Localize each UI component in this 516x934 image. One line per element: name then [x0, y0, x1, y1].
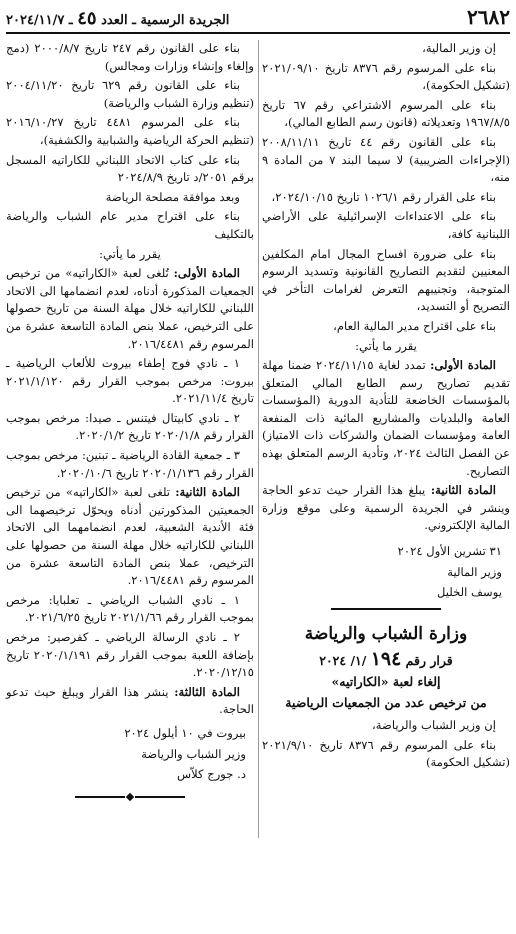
page-header: [6, 6, 510, 34]
article-2-text: تلغى لعبة «الكاراتيه» من ترخيص الجمعيتين المذكورتين أدناه ويحوّل ترخيصهما الى فئة الأندية الشعبية، لعدم انضمامهما الى الاتحاد اللبناني للكاراتيه خلال مهلة السنة من حصولها على الترخيص، عملا بنص المادة التاسعة عشرة من المرسوم رقم ٢٠١٦/٤٤٨١.: [6, 485, 254, 588]
article-3: [6, 684, 254, 719]
article-3-label: المادة الثالثة:: [174, 684, 240, 699]
preamble-line: بناء على المرسوم رقم ٨٣٧٦ تاريخ ٢٠٢١/٩/١٠ (تشكيل الحكومة): [262, 737, 510, 770]
signature-title: وزير المالية: [447, 564, 502, 579]
preamble-line: بناء على القانون رقم ٦٢٩ تاريخ ٢٠٠٤/١١/٢٠ (تنظيم وزارة الشباب والرياضة): [6, 78, 254, 110]
article-2-label: المادة الثانية:: [175, 485, 240, 500]
decision-number: [262, 648, 510, 671]
preamble-line: بناء على القانون رقم ٤٤ تاريخ ٢٠٠٨/١١/١١ (الإجراءات الضريبية) لا سيما البند ٧ من المادة ٩ منه،: [262, 134, 510, 185]
preamble-line: بناء على المرسوم الاشتراعي رقم ٦٧ تاريخ ١٩٦٧/٨/٥ وتعديلاته (قانون رسم الطابع المالي)،: [262, 97, 510, 130]
gazette-title: [6, 8, 229, 29]
article-1: [262, 357, 510, 480]
decision-number-value: ١٩٤: [370, 648, 402, 671]
preamble-line: بناء على ضرورة افساح المجال امام المكلفين المعنيين لتقديم التصاريح القانونية وتسديد الرسوم المتوجبة، وتجنيبهم التعرض لغرامات التأخر في التصريح أو التسديد،: [262, 246, 510, 314]
preamble-line: بناء على كتاب الاتحاد اللبناني للكاراتيه المسجل برقم ٢٠٥١/د تاريخ ٢٠٢٤/٨/٩: [6, 152, 254, 185]
signature-title: وزير الشباب والرياضة: [141, 746, 246, 761]
ministry-title: وزارة الشباب والرياضة: [304, 623, 468, 644]
gazette-prefix: الجريدة الرسمية ـ العدد: [101, 13, 230, 28]
preamble-line: بناء على القانون رقم ٢٤٧ تاريخ ٢٠٠٠/٨/٧ (دمج وإلغاء وإنشاء وزارات ومجالس): [6, 41, 254, 73]
diamond-icon: [126, 793, 134, 801]
decides-heading: يقرر ما يأتي:: [99, 246, 161, 261]
preamble-line: وبعد موافقة مصلحة الرياضة: [105, 189, 240, 204]
article-1-label: المادة الأولى:: [173, 266, 241, 281]
issue-date: ـ ٢٠٢٤/١١/٧: [6, 13, 73, 28]
list-item: ١ ـ نادي الشباب الرياضي ـ تعلبايا: مرخص بموجب القرار رقم ٢٠٢١/١/٦٦ تاريخ ٢٠٢١/٦/٢٥.: [6, 592, 254, 625]
article-2-label: المادة الثانية:: [430, 483, 496, 498]
decides-heading: يقرر ما يأتي:: [355, 338, 417, 353]
list-item: ١ ـ نادي فوج إطفاء بيروت للألعاب الرياضية ـ بيروت: مرخص بموجب القرار رقم ٢٠٢١/١/١٢٠ تاريخ ٢٠٢١/١١/٤.: [6, 356, 254, 406]
article-1-text: تمدد لغاية ٢٠٢٤/١١/١٥ ضمنا مهلة تقديم تصاريح رسم الطابع المالي المتعلق بالمؤسسات الخاضعة للتأدية الدورية (المؤسسات العامة والبلديات والمشاريع المائية ذات المنفعة العامة ومؤسسات الضمان والشركات ذات الامتياز) عن الفصل الثالث ٢٠٢٤، وتأدية الرسم المتعلق بهذه التصاريح.: [262, 358, 510, 478]
article-1-text: تُلغى لعبة «الكاراتيه» من ترخيص الجمعيات المذكورة أدناه، لعدم انضمامها الى الاتحاد اللبناني للكاراتيه خلال مهلة السنة من تاريخ حصولها على الترخيص، عملا بنص المادة التاسعة عشرة من المرسوم رقم ٢٠١٦/٤٤٨١.: [6, 266, 254, 351]
article-1-label: المادة الأولى:: [430, 358, 496, 373]
page-number: ٢٦٨٢: [467, 5, 510, 29]
list-item: ٢ ـ نادي كابيتال فيتنس ـ صيدا: مرخص بموجب القرار رقم ٢٠٢٠/١/٨ تاريخ ٢٠٢٠/١/٢.: [6, 410, 254, 443]
signature-date: ٣١ تشرين الأول ٢٠٢٤: [397, 544, 502, 559]
article-2: [6, 484, 254, 590]
issue-number: ٤٥: [77, 8, 97, 29]
preamble-line: إن وزير الشباب والرياضة،: [372, 718, 496, 733]
list-item: ٢ ـ نادي الرسالة الرياضي ـ كفرصير: مرخص بإضافة اللعبة بموجب القرار رقم ٢٠٢٠/١/١٩١ تاريخ ٢٠٢٠/١٢/١٥.: [6, 630, 254, 680]
preamble-line: بناء على اقتراح مدير عام الشباب والرياضة بالتكليف: [6, 209, 254, 241]
article-3-text: ينشر هذا القرار ويبلغ حيث تدعو الحاجة.: [6, 684, 254, 717]
decision-subject-2: من ترخيص عدد من الجمعيات الرياضية: [285, 694, 487, 710]
decision-prefix: قرار رقم: [405, 653, 453, 669]
preamble-line: بناء على القرار رقم ١٠٢٦/١ تاريخ ٢٠٢٤/١٠/١٥،: [271, 189, 496, 204]
article-2-text: يبلغ هذا القرار حيث تدعو الحاجة وينشر في الجريدة الرسمية وعلى موقع وزارة المالية الإلكتروني.: [262, 483, 510, 533]
preamble-line: إن وزير المالية،: [422, 41, 496, 55]
signature-name: يوسف الخليل: [437, 585, 502, 600]
preamble-line: بناء على اقتراح مدير المالية العام،: [333, 318, 496, 333]
right-column: [262, 40, 510, 774]
preamble-line: بناء على المرسوم رقم ٨٣٧٦ تاريخ ٢٠٢١/٠٩/١٠ (تشكيل الحكومة)،: [262, 60, 510, 93]
decision-suffix: /١/ ٢٠٢٤: [319, 653, 367, 669]
article-1: [6, 265, 254, 353]
left-column: [6, 40, 254, 810]
signature-name: د. جورج كلاّس: [176, 767, 246, 782]
article-2: [262, 482, 510, 535]
decision-subject-1: إلغاء لعبة «الكاراتيه»: [331, 674, 441, 689]
section-rule: [331, 608, 441, 610]
end-rule: [75, 794, 185, 800]
list-item: ٣ ـ جمعية القادة الرياضية ـ تبنين: مرخص بموجب القرار رقم ٢٠٢٠/١/١٣٦ تاريخ ٢٠٢٠/١٠/٦.: [6, 448, 254, 480]
preamble-line: بناء على الاعتداءات الإسرائيلية على الأراضي اللبنانية كافة،: [262, 209, 510, 241]
signature-date: بيروت في ١٠ أيلول ٢٠٢٤: [124, 725, 246, 740]
column-divider: [258, 40, 259, 838]
preamble-line: بناء على المرسوم ٤٤٨١ تاريخ ٢٠١٦/١٠/٢٧ (تنظيم الحركة الرياضية والشبابية والكشفية)،: [6, 115, 254, 147]
